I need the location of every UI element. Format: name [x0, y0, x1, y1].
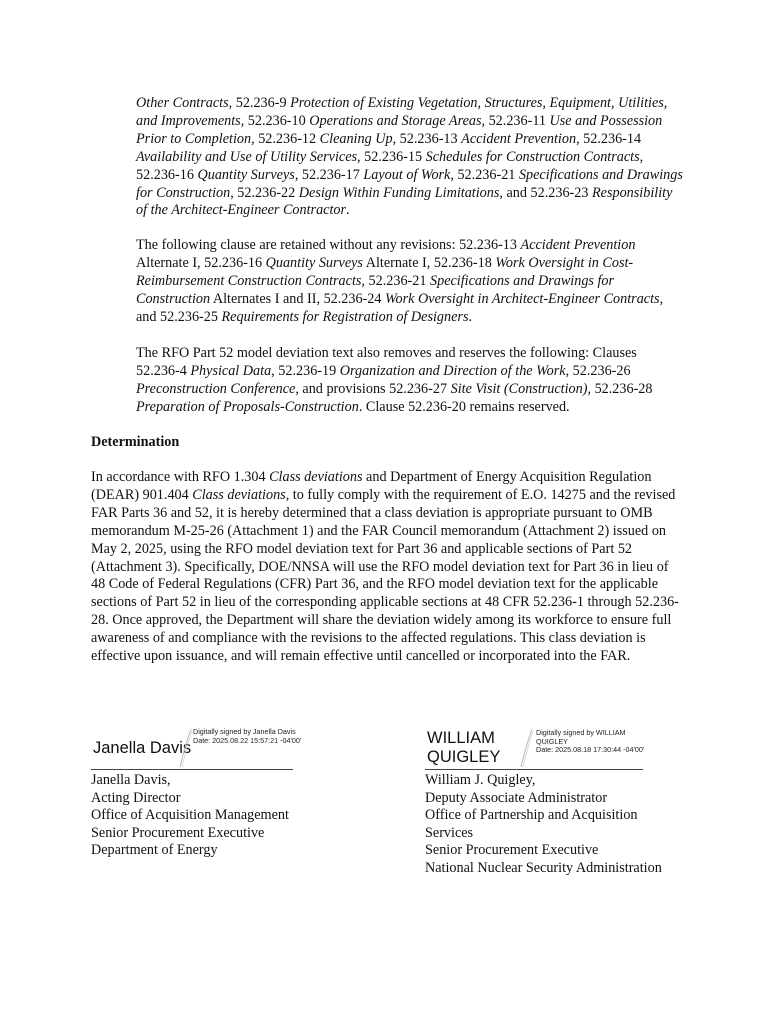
italic-text: Responsibility of the Architect-Engineer Contractor	[136, 184, 673, 219]
italic-text: Work Oversight in Cost-Reimbursement Construction Contracts	[136, 254, 634, 289]
italic-text: Class deviations	[269, 469, 363, 485]
italic-text: Physical Data	[190, 362, 272, 379]
text-run: , 52.236-15	[357, 148, 426, 165]
signature-name: Janella Davis	[93, 739, 192, 757]
text-run: , to fully comply with the requirement of E.O. 14275 and the revised FAR Parts 36 and 52, it is hereby determined that a class deviation is appropriate pursuant to OMB memorandum M-25-26 (Attachment 1) and the FAR Council memorandum (Attachment 2) issued on May 2, 2025, using the RFO model deviation text for Part 36 and applicable sections of Part 52 (Attachment 3). Specifically, DOE/NNSA will use the RFO model deviation text for Part 36 in lieu of 48 Code of Federal Regulations (CFR) Part 36, and the RFO model deviation text for the applicable sections of Part 52 in lieu of the corresponding applicable sections at 48 CFR 52.236-1 through 52.236-28. Once approved, the Department will share the deviation widely among its workforce to ensure full awareness of and compliance with the revisions to the affected regulations. This class deviation is effective upon issuance, and will remain effective until cancelled or incorporated into the FAR.	[91, 486, 679, 665]
signature-block-right	[425, 726, 685, 878]
text-run: Alternate I, 52.236-16	[136, 254, 266, 271]
italic-text: Requirements for Registration of Designers	[221, 308, 469, 325]
text-run: .	[346, 202, 350, 219]
section-heading-determination: Determination	[91, 434, 180, 450]
digital-signed-date: Date: 2025.08.18 17:30:44 -04'00'	[536, 745, 645, 755]
text-run: , 52.236-21	[361, 272, 430, 289]
text-run: The following clause are retained without any revisions: 52.236-13	[136, 237, 521, 253]
italic-text: Site Visit (Construction)	[450, 380, 588, 397]
signatory-title: Deputy Associate Administrator	[425, 789, 608, 806]
italic-text: Preconstruction Conference	[136, 380, 296, 397]
italic-text: Use and Possession Prior to Completion	[136, 112, 663, 147]
signatory-office: Office of Partnership and Acquisition	[425, 807, 638, 824]
signatory-info	[91, 772, 321, 860]
italic-text: Work Oversight in Architect-Engineer Contracts	[385, 290, 660, 307]
digital-signature	[91, 726, 321, 770]
italic-text: Protection of Existing Vegetation, Structures, Equipment, Utilities, and Improvements	[136, 95, 668, 129]
text-run: , 52.236-14	[576, 130, 642, 147]
italic-text: Layout of Work	[363, 166, 451, 183]
digital-signature-details	[536, 729, 646, 755]
paragraph-clause-list	[136, 95, 684, 220]
signatory-name: Janella Davis,	[91, 772, 171, 788]
italic-text: Other Contracts	[136, 95, 229, 111]
signatory-role: Senior Procurement Executive	[91, 824, 265, 841]
text-run: , and 52.236-25	[136, 290, 664, 325]
italic-text: Organization and Direction of the Work	[339, 362, 566, 379]
italic-text: Specifications and Drawings for Construction	[136, 166, 683, 201]
signature-slash-mark	[520, 728, 534, 768]
italic-text: Operations and Storage Areas	[309, 112, 482, 129]
digital-signed-by: Digitally signed by Janella Davis	[193, 727, 296, 736]
text-run: , 52.236-21	[450, 166, 519, 183]
text-run: , 52.236-13	[392, 130, 462, 147]
signature-block-left	[91, 726, 321, 860]
italic-text: Specifications and Drawings for Construction	[136, 272, 615, 307]
paragraph-retained-clauses	[136, 237, 684, 327]
italic-text: Schedules for Construction Contracts	[425, 148, 640, 165]
text-run: , and 52.236-23	[499, 184, 592, 201]
signature-line	[425, 769, 643, 770]
text-run: .	[468, 308, 473, 325]
italic-text: Design Within Funding Limitations	[298, 184, 500, 201]
text-run: , 52.236-12	[251, 130, 320, 147]
text-run: Alternate I, 52.236-18	[362, 254, 496, 271]
text-run: The RFO Part 52 model deviation text also removes and reserves the following: Clauses 52.236-4	[136, 345, 637, 379]
italic-text: Preparation of Proposals-Construction	[136, 398, 359, 415]
signatory-title: Acting Director	[91, 789, 181, 806]
signatory-org: Department of Energy	[91, 842, 218, 859]
text-run: , 52.236-28	[587, 380, 653, 397]
text-run: , 52.236-9	[228, 95, 291, 111]
signatory-office-cont: Services	[425, 824, 474, 841]
italic-text: Cleaning Up	[319, 130, 393, 147]
italic-text: Accident Prevention	[520, 237, 636, 253]
digital-signed-date: Date: 2025.08.22 15:57:21 -04'00'	[193, 735, 302, 745]
digital-signature-details	[193, 728, 303, 745]
italic-text: Quantity Surveys	[265, 254, 363, 271]
signatory-org: National Nuclear Security Administration	[425, 859, 662, 876]
signature-line	[91, 769, 293, 770]
text-run: , 52.236-26	[565, 362, 631, 379]
text-run: , 52.236-10	[240, 112, 310, 129]
text-run: , 52.236-11	[481, 112, 550, 129]
italic-text: Class deviations	[192, 486, 286, 503]
signatory-info	[425, 772, 685, 878]
italic-text: Accident Prevention	[461, 130, 577, 147]
text-run: , 52.236-17	[294, 166, 364, 183]
paragraph-determination	[91, 469, 684, 666]
italic-text: Availability and Use of Utility Services	[136, 148, 358, 165]
text-run: Alternates I and II, 52.236-24	[210, 290, 386, 307]
text-run: and Department of Energy Acquisition Regulation (DEAR) 901.404	[91, 469, 652, 503]
text-run: . Clause 52.236-20 remains reserved.	[358, 398, 570, 415]
text-run: , 52.236-16	[136, 148, 644, 183]
digital-signed-by: Digitally signed by WILLIAM QUIGLEY	[536, 728, 626, 746]
digital-signature	[425, 726, 685, 770]
text-run: , 52.236-19	[271, 362, 340, 379]
italic-text: Quantity Surveys	[197, 166, 295, 183]
signatory-office: Office of Acquisition Management	[91, 807, 289, 824]
paragraph-removed-clauses	[136, 345, 684, 417]
text-run: , 52.236-22	[230, 184, 299, 201]
signatory-role: Senior Procurement Executive	[425, 842, 599, 859]
signature-slash-mark	[179, 728, 193, 768]
text-run: , and provisions 52.236-27	[295, 380, 451, 397]
signatory-name: William J. Quigley,	[425, 772, 536, 788]
signature-name: WILLIAM QUIGLEY	[427, 729, 501, 766]
text-run: In accordance with RFO 1.304	[91, 469, 270, 485]
